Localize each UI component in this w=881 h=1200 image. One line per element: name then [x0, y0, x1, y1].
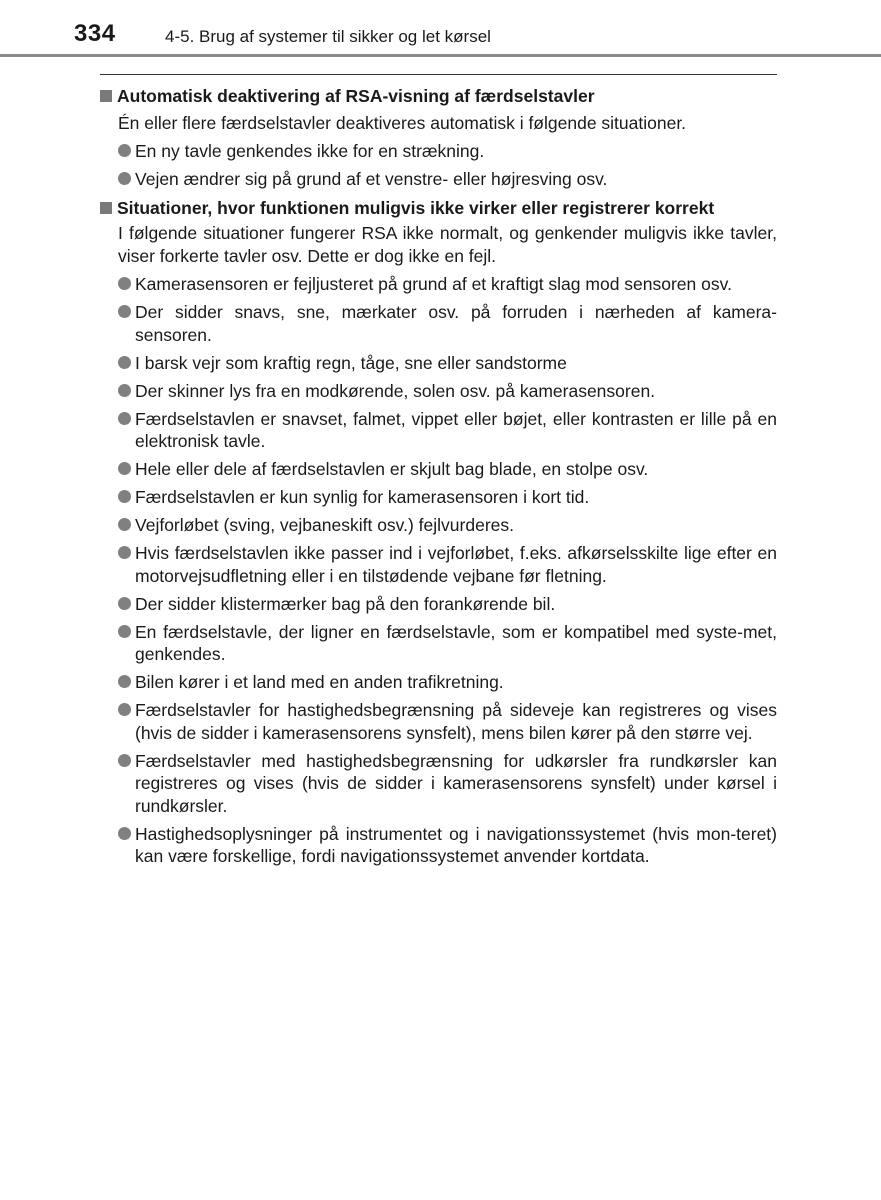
list-item [118, 486, 777, 509]
list-item-text: Færdselstavlen er snavset, falmet, vippet eller bøjet, eller kontrasten er lille på en elektronisk tavle. [135, 408, 777, 451]
list-item [118, 750, 777, 818]
list-item-text: Færdselstavler med hastighedsbegrænsning for udkørsler fra rundkørsler kan registreres og vises (hvis de sidder i kamerasensorens synsfelt) under kørsel i rundkørsler. [135, 750, 777, 816]
list-item [118, 621, 777, 666]
round-bullet-icon [118, 754, 131, 767]
section-auto-deactivation [100, 85, 777, 191]
list-item [118, 699, 777, 744]
list-item [118, 458, 777, 481]
bullet-list [100, 140, 777, 191]
square-bullet-icon [100, 202, 112, 214]
list-item [118, 671, 777, 694]
list-item-text: Der skinner lys fra en modkørende, solen osv. på kamerasensoren. [135, 380, 656, 401]
list-item [118, 408, 777, 453]
round-bullet-icon [118, 277, 131, 290]
round-bullet-icon [118, 412, 131, 425]
section-heading [100, 85, 777, 108]
list-item-text: Vejforløbet (sving, vejbaneskift osv.) fejlvurderes. [135, 515, 515, 535]
list-item [118, 514, 777, 537]
round-bullet-icon [118, 518, 131, 531]
content-top-rule [100, 74, 777, 75]
list-item-text: I barsk vejr som kraftig regn, tåge, sne eller sandstorme [135, 352, 567, 373]
list-item [118, 823, 777, 868]
list-item-text: Kamerasensoren er fejljusteret på grund af et kraftigt slag mod sensoren osv. [135, 274, 732, 294]
round-bullet-icon [118, 462, 131, 475]
list-item-text: En ny tavle genkendes ikke for en strækning. [135, 141, 485, 161]
square-bullet-icon [100, 90, 112, 102]
round-bullet-icon [118, 546, 131, 559]
section-intro: Én eller flere færdselstavler deaktiveres automatisk i følgende situationer. [118, 113, 687, 133]
round-bullet-icon [118, 356, 131, 369]
round-bullet-icon [118, 703, 131, 716]
list-item-text: Færdselstavler for hastighedsbegrænsning på sideveje kan registreres og vises (hvis de sidder i kamerasensorens synsfelt), mens bilen kører på den større vej. [135, 700, 777, 743]
header-rule [0, 54, 881, 57]
section-limitations [100, 197, 777, 868]
list-item [118, 593, 777, 616]
round-bullet-icon [118, 144, 131, 157]
section-title: 4-5. Brug af systemer til sikker og let kørsel [165, 27, 491, 46]
list-item [118, 380, 777, 403]
list-item-text: Der sidder klistermærker bag på den forankørende bil. [135, 593, 556, 614]
list-item [118, 273, 777, 296]
round-bullet-icon [118, 490, 131, 503]
section-heading-text: Situationer, hvor funktionen muligvis ikke virker eller registrerer korrekt [117, 197, 715, 218]
list-item-text: Bilen kører i et land med en anden trafikretning. [135, 672, 504, 692]
section-heading-text: Automatisk deaktivering af RSA-visning af færdselstavler [117, 86, 595, 106]
round-bullet-icon [118, 597, 131, 610]
list-item [118, 352, 777, 375]
section-intro: I følgende situationer fungerer RSA ikke normalt, og genkender muligvis ikke tavler, viser forkerte tavler osv. Dette er dog ikke en fejl. [118, 222, 777, 266]
page-number: 334 [74, 20, 116, 47]
list-item-text: Der sidder snavs, sne, mærkater osv. på forruden i nærheden af kamera-sensoren. [135, 302, 777, 345]
list-item [118, 168, 777, 191]
list-item-text: Færdselstavlen er kun synlig for kamerasensoren i kort tid. [135, 487, 590, 507]
round-bullet-icon [118, 305, 131, 318]
list-item-text: Vejen ændrer sig på grund af et venstre- eller højresving osv. [135, 169, 608, 189]
list-item [118, 542, 777, 587]
round-bullet-icon [118, 384, 131, 397]
section-heading [100, 197, 777, 220]
round-bullet-icon [118, 675, 131, 688]
page-content [100, 74, 777, 868]
list-item-text: Hastighedsoplysninger på instrumentet og i navigationssystemet (hvis mon-teret) kan være forskellige, fordi navigationssystemet anvender kortdata. [135, 823, 777, 866]
list-item-text: Hvis færdselstavlen ikke passer ind i vejforløbet, f.eks. afkørselsskilte lige efter en motorvejsudfletning eller i en tilstødende vejbane før fletning. [135, 543, 777, 586]
page-header [0, 0, 881, 60]
list-item [118, 140, 777, 163]
list-item-text: Hele eller dele af færdselstavlen er skjult bag blade, en stolpe osv. [135, 459, 649, 479]
list-item-text: En færdselstavle, der ligner en færdselstavle, som er kompatibel med syste-met, genkendes. [135, 621, 777, 664]
bullet-list [100, 273, 777, 868]
round-bullet-icon [118, 172, 131, 185]
round-bullet-icon [118, 625, 131, 638]
round-bullet-icon [118, 827, 131, 840]
list-item [118, 301, 777, 346]
